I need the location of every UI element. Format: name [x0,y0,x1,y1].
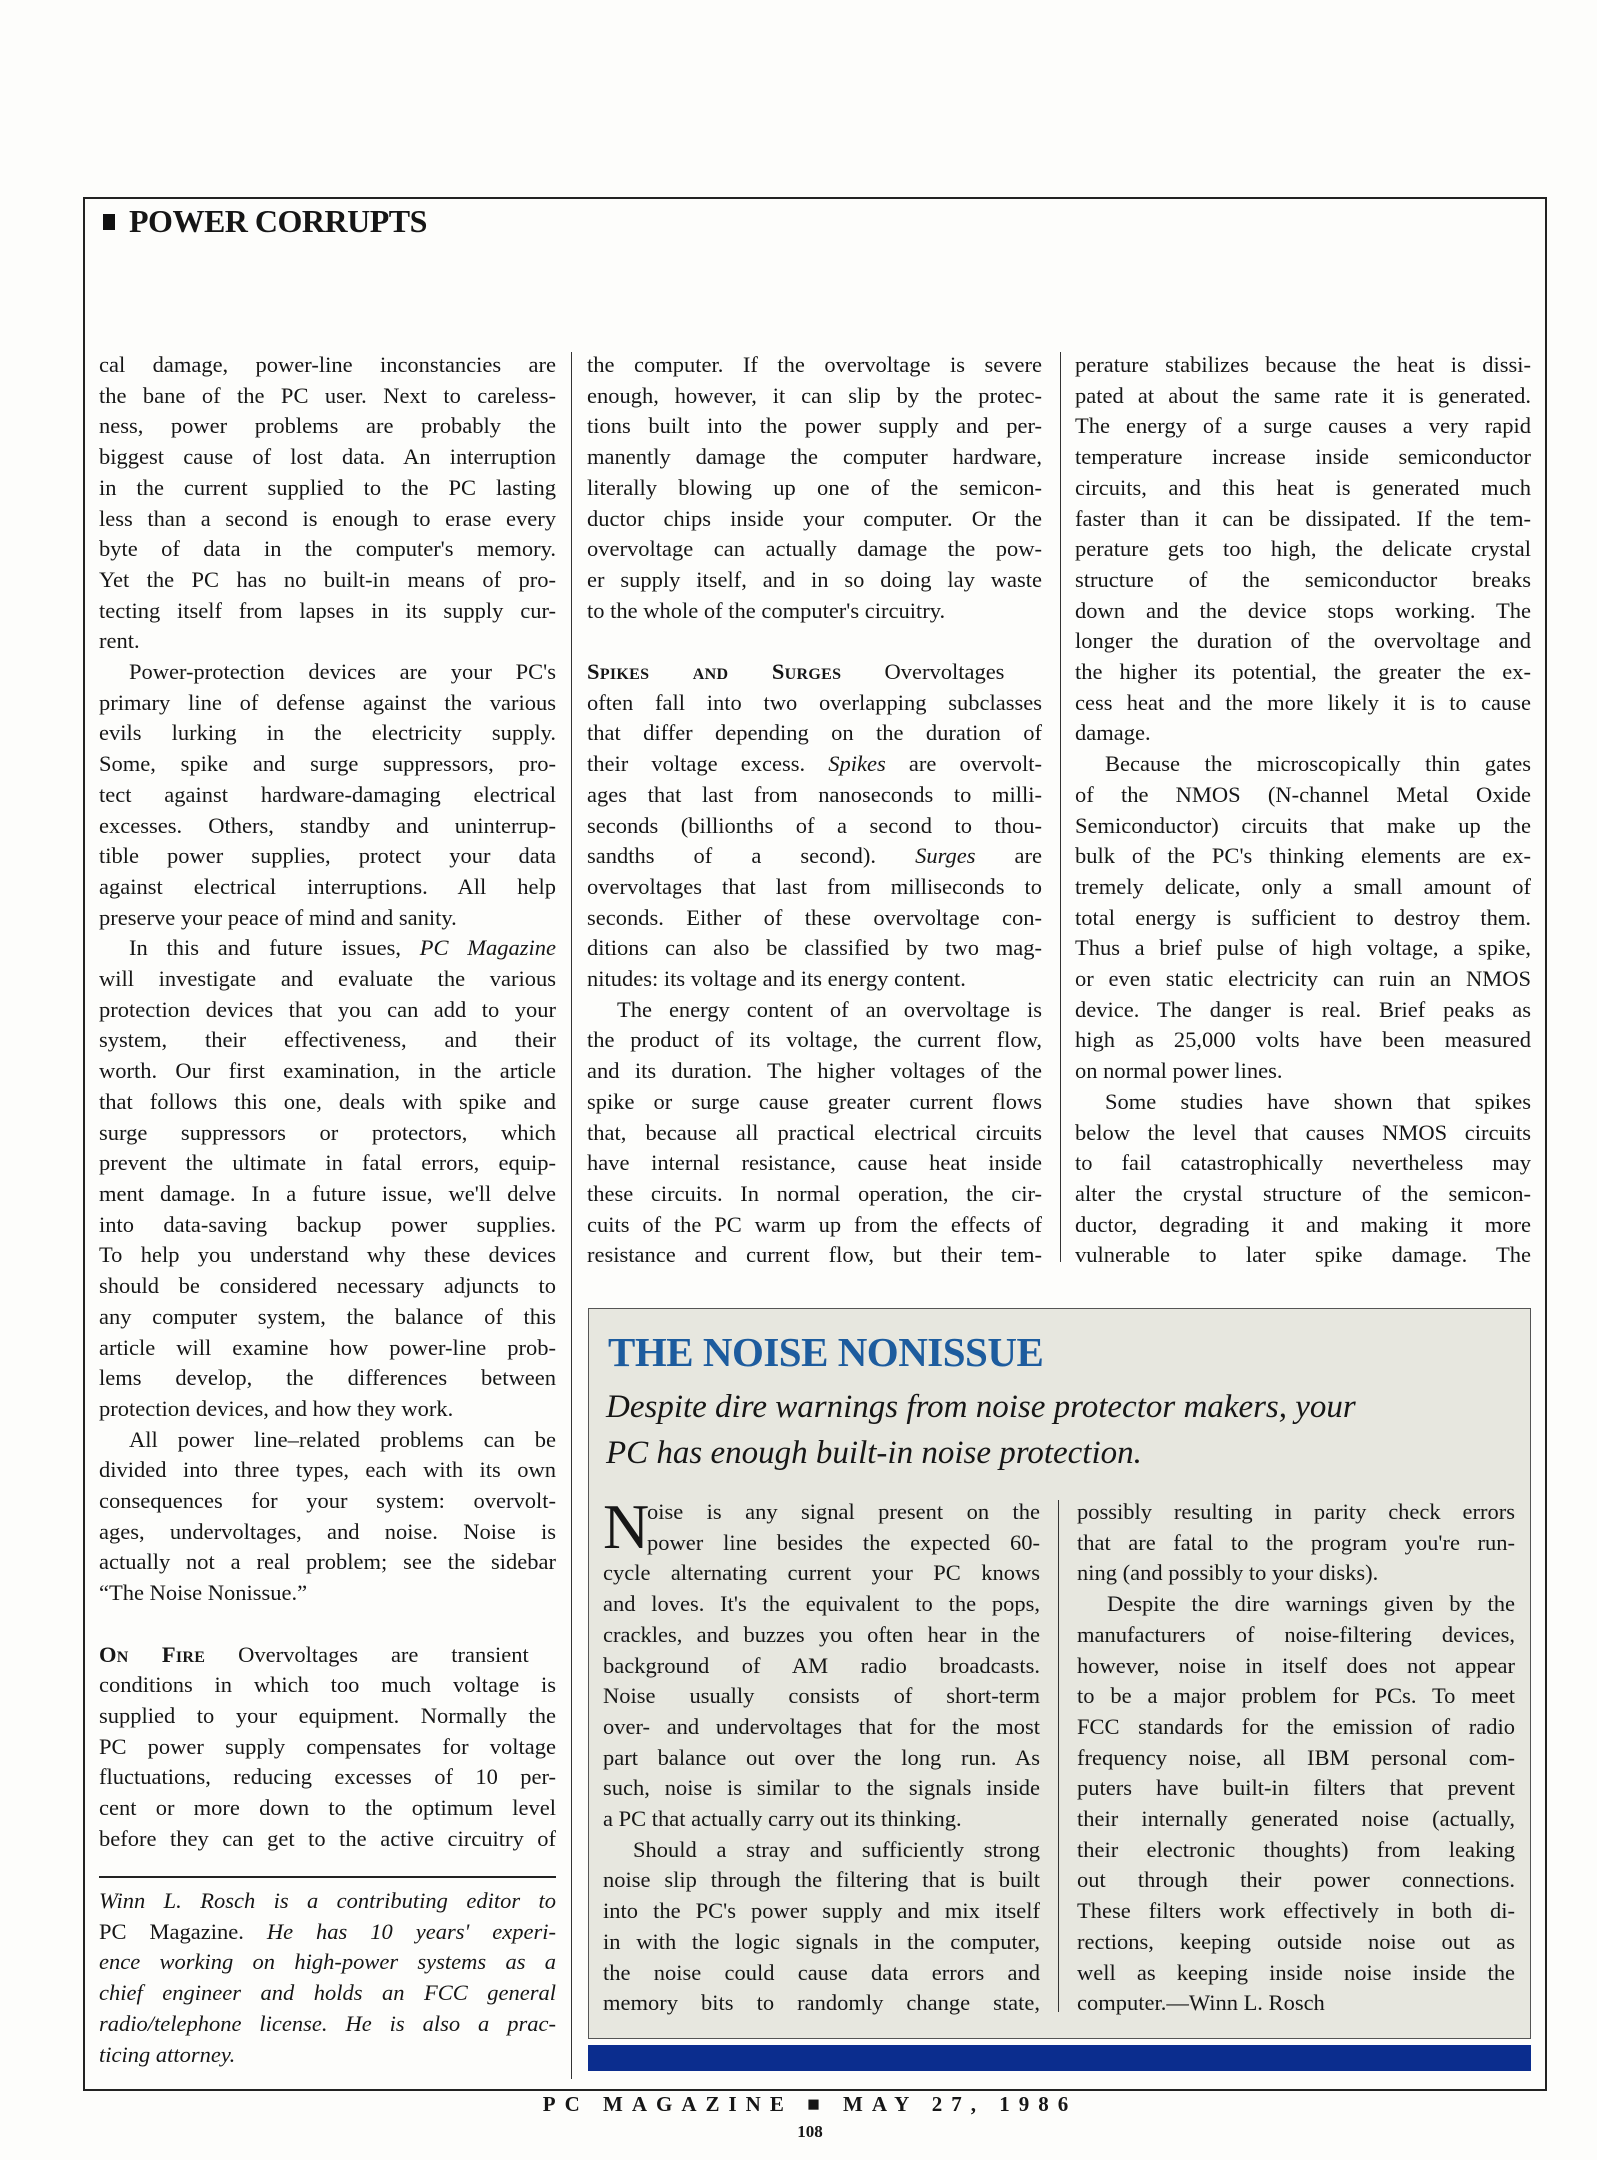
text-line: tect against hardware-damaging electrical [99,781,556,807]
text-line: the bane of the PC user. Next to careless- [99,382,556,408]
text-line: prevent the ultimate in fatal errors, equip- [99,1150,556,1176]
text-line: ages, undervoltages, and noise. Noise is [99,1518,556,1544]
text-line: ticing attorney. [99,2041,236,2067]
text-line: before they can get to the active circuitry of [99,1825,556,1851]
text-line: crackles, and buzzes you often hear in the [603,1621,1040,1647]
text-line: supplied to your equipment. Normally the [99,1702,556,1728]
text-line [587,657,1042,688]
text-line: tecting itself from lapses in its supply cur- [99,597,556,623]
text-line: ment damage. In a future issue, we'll delve [99,1180,556,1206]
text-line: biggest cause of lost data. An interruption [99,444,556,470]
text-line: preserve your peace of mind and sanity. [99,904,457,930]
text-line: less than a second is enough to erase every [99,505,556,531]
text-line: background of AM radio broadcasts. [603,1652,1040,1678]
text-line: tremely delicate, only a small amount of [1075,873,1531,899]
italic-text: Spikes [828,751,886,777]
roman-text: PC Magazine. [99,1918,244,1944]
text-line: chief engineer and holds an FCC general [99,1980,556,2006]
bullet-square-icon [103,214,115,230]
text-line: have internal resistance, cause heat inside [587,1150,1042,1176]
sidebar-subtitle [606,1384,1526,1476]
text-line: pated at about the same rate it is generated. [1075,382,1531,408]
text-line: that, because all practical electrical circuits [587,1119,1042,1145]
text-line: system, their effectiveness, and their [99,1027,556,1053]
run-in-subhead: On Fire [99,1641,206,1667]
text-run: In this and future issues, [129,935,420,961]
sidebar-column-1 [603,1491,1040,2019]
text-line: or even static electricity can ruin an NMOS [1075,966,1531,992]
text-line: cal damage, power-line inconstancies are [99,352,556,377]
text-line: part balance out over the long run. As [603,1744,1040,1770]
text-line: down and the device stops working. The [1075,597,1531,623]
text-line: enough, however, it can slip by the protec- [587,382,1042,408]
text-line: These filters work effectively in both di- [1077,1898,1515,1924]
text-line: circuits, and this heat is generated much [1075,474,1531,500]
text-line: Winn L. Rosch is a contributing editor to [99,1888,556,1913]
section-heading [103,203,427,240]
text-line: surge suppressors or protectors, which [99,1119,556,1145]
text-line: in the current supplied to the PC lasting [99,474,556,500]
text-line: protection devices, and how they work. [99,1395,454,1421]
text-line: damage. [1075,720,1151,746]
text-line: any computer system, the balance of this [99,1303,556,1329]
text-line: article will examine how power-line prob- [99,1334,556,1360]
text-line: The energy of a surge causes a very rapid [1075,413,1531,439]
text-run: Overvoltages [841,659,1005,685]
text-line: PC power supply compensates for voltage [99,1733,556,1759]
italic-text: Surges [915,843,976,869]
text-line: however, noise in itself does not appear [1077,1652,1515,1678]
text-run: He has 10 years' experi- [243,1918,557,1944]
text-line: Some, spike and surge suppressors, pro- [99,751,556,777]
text-line: primary line of defense against the various [99,689,556,715]
text-line: into data-saving backup power supplies. [99,1211,556,1237]
text-line: nitudes: its voltage and its energy content. [587,966,966,992]
text-line: spike or surge cause greater current flows [587,1088,1042,1114]
text-line: Semiconductor) circuits that make up the [1075,812,1531,838]
text-line [587,841,1042,872]
text-line: against electrical interruptions. All help [99,873,556,899]
text-line: total energy is sufficient to destroy them. [1075,904,1531,930]
text-line: faster than it can be dissipated. If the tem- [1075,505,1531,531]
text-line: temperature increase inside semiconductor [1075,444,1531,470]
text-line [587,626,1042,657]
text-line: ductor chips inside your computer. Or the [587,505,1042,531]
text-line: overvoltages that last from milliseconds to [587,873,1042,899]
text-line: of the NMOS (N-channel Metal Oxide [1075,781,1531,807]
text-line: in with the logic signals in the computer, [603,1928,1040,1954]
text-line: and its duration. The higher voltages of the [587,1058,1042,1084]
text-line [587,749,1042,780]
text-line: ages that last from nanoseconds to milli- [587,781,1042,807]
text-line: cuits of the PC warm up from the effects of [587,1211,1042,1237]
text-line: The energy content of an overvoltage is [617,996,1042,1022]
text-line: bulk of the PC's thinking elements are ex- [1075,843,1531,869]
author-bio [99,1886,556,2070]
text-line: literally blowing up one of the semicon- [587,474,1042,500]
text-line: on normal power lines. [1075,1058,1283,1084]
text-line: “The Noise Nonissue.” [99,1580,308,1606]
sidebar-subtitle-line: PC has enough built-in noise protection. [606,1435,1142,1471]
text-line: rections, keeping outside noise out as [1077,1928,1515,1954]
text-line: well as keeping inside noise inside the [1077,1959,1515,1985]
text-line: lems develop, the differences between [99,1365,556,1391]
text-line: computer.—Winn L. Rosch [1077,1990,1325,2016]
text-line: frequency noise, all IBM personal com- [1077,1744,1515,1770]
text-line: to be a major problem for PCs. To meet [1077,1683,1515,1709]
text-line: actually not a real problem; see the sidebar [99,1549,556,1575]
text-line: noise slip through the filtering that is built [603,1867,1040,1893]
text-line: FCC standards for the emission of radio [1077,1713,1515,1739]
text-line: worth. Our first examination, in the article [99,1058,556,1084]
text-run: are [975,843,1043,869]
text-line: cent or more down to the optimum level [99,1795,556,1821]
sidebar-column-divider [1058,1500,1059,2012]
sidebar-title: THE NOISE NONISSUE [608,1329,1044,1375]
text-line: Yet the PC has no built-in means of pro- [99,566,556,592]
text-line: that follows this one, deals with spike and [99,1088,556,1114]
text-line: often fall into two overlapping subclasses [587,689,1042,715]
decorative-blue-bar [588,2045,1531,2071]
text-line: Power-protection devices are your PC's [129,659,556,685]
text-line: memory bits to randomly change state, [603,1990,1040,2016]
text-line: Noise usually consists of short-term [603,1683,1040,1709]
text-line: ditions can also be classified by two mag- [587,935,1042,961]
text-line: will investigate and evaluate the various [99,966,556,992]
article-column-3 [1075,350,1531,1271]
text-line: into the PC's power supply and mix itself [603,1898,1040,1924]
text-line: perature gets too high, the delicate crystal [1075,536,1531,562]
text-line: should be considered necessary adjuncts to [99,1273,556,1299]
text-line: the product of its voltage, the current flow, [587,1027,1042,1053]
text-line [99,1917,556,1948]
text-line: the noise could cause data errors and [603,1959,1040,1985]
text-line: ness, power problems are probably the [99,413,556,439]
drop-cap: N [603,1491,650,1562]
text-line: radio/telephone license. He is also a prac- [99,2010,556,2036]
text-line: To help you understand why these devices [99,1242,556,1268]
text-line: perature stabilizes because the heat is dissi- [1075,352,1531,377]
text-line: byte of data in the computer's memory. [99,536,556,562]
text-line: conditions in which too much voltage is [99,1672,556,1698]
text-line: seconds. Either of these overvoltage con- [587,904,1042,930]
text-line: the higher its potential, the greater the ex- [1075,659,1531,685]
text-line: out through their power connections. [1077,1867,1515,1893]
run-in-subhead: Spikes and Surges [587,659,842,685]
text-line: high as 25,000 volts have been measured [1075,1027,1531,1053]
text-line: protection devices that you can add to your [99,996,556,1022]
text-line: puters have built-in filters that prevent [1077,1775,1515,1801]
text-line: excesses. Others, standby and uninterrup- [99,812,556,838]
text-line: manently damage the computer hardware, [587,444,1042,470]
text-run: their voltage excess. [587,751,829,777]
text-line: Because the microscopically thin gates [1105,751,1531,777]
text-line: ence working on high-power systems as a [99,1949,556,1975]
text-line: Despite the dire warnings given by the [1107,1591,1515,1617]
text-line: the computer. If the overvoltage is severe [587,352,1042,377]
text-line: to fail catastrophically nevertheless may [1075,1150,1531,1176]
italic-text: PC Magazine [419,935,556,961]
article-column-1 [99,350,556,1854]
text-line: All power line–related problems can be [129,1426,556,1452]
text-line [99,1640,556,1671]
sidebar-subtitle-line: Despite dire warnings from noise protector makers, your [606,1389,1356,1425]
text-line: seconds (billionths of a second to thou- [587,812,1042,838]
text-line: structure of the semiconductor breaks [1075,566,1531,592]
text-line: rent. [99,628,140,654]
text-line: divided into three types, each with its own [99,1457,556,1483]
text-line: below the level that causes NMOS circuits [1075,1119,1531,1145]
text-run: Overvoltages are transient [205,1641,529,1667]
text-line: Some studies have shown that spikes [1105,1088,1531,1114]
text-run: sandths of a second). [587,843,916,869]
text-line: manufacturers of noise-filtering devices, [1077,1621,1515,1647]
text-line: possibly resulting in parity check errors [1077,1499,1515,1524]
bio-rule [99,1876,556,1878]
text-line: tions built into the power supply and per- [587,413,1042,439]
text-line: vulnerable to later spike damage. The [1075,1242,1531,1268]
text-line: these circuits. In normal operation, the cir- [587,1180,1042,1206]
column-divider [571,352,572,2079]
text-line: er supply itself, and in so doing lay waste [587,566,1042,592]
text-line [99,1609,556,1640]
text-line: Should a stray and sufficiently strong [633,1836,1040,1862]
section-title: POWER CORRUPTS [129,203,427,239]
text-run: are overvolt- [885,751,1042,777]
article-column-2 [587,350,1042,1271]
text-line: ductor, degrading it and making it more [1075,1211,1531,1237]
text-line: and loves. It's the equivalent to the pops, [603,1591,1040,1617]
text-line: fluctuations, reducing excesses of 10 per- [99,1764,556,1790]
page-number: 108 [797,2122,823,2141]
text-line [99,933,556,964]
sidebar-column-2 [1077,1497,1515,2019]
text-line: cess heat and the more likely it is to cause [1075,689,1531,715]
text-line: a PC that actually carry out its thinking. [603,1806,962,1832]
text-line: resistance and current flow, but their tem- [587,1242,1042,1268]
text-line: evils lurking in the electricity supply. [99,720,556,746]
text-line: their electronic thoughts) from leaking [1077,1836,1515,1862]
text-line: power line besides the expected 60- [647,1529,1040,1555]
text-line: device. The danger is real. Brief peaks as [1075,996,1531,1022]
text-line: ning (and possibly to your disks). [1077,1560,1379,1586]
text-line: to the whole of the computer's circuitry. [587,597,946,623]
text-line: Thus a brief pulse of high voltage, a spike, [1075,935,1531,961]
text-line: overvoltage can actually damage the pow- [587,536,1042,562]
text-line: longer the duration of the overvoltage and [1075,628,1531,654]
text-run: oise is any signal present on the [647,1499,1040,1524]
text-line: that are fatal to the program you're run- [1077,1529,1515,1555]
footer-publication: PC MAGAZINE ■ MAY 27, 1986 [542,2092,1078,2116]
column-divider [1060,352,1061,1262]
text-line: over- and undervoltages that for the most [603,1713,1040,1739]
text-line: their internally generated noise (actually, [1077,1806,1515,1832]
text-line: consequences for your system: overvolt- [99,1488,556,1514]
text-line: that differ depending on the duration of [587,720,1042,746]
text-line: alter the crystal structure of the semicon- [1075,1180,1531,1206]
text-line: such, noise is similar to the signals inside [603,1775,1040,1801]
text-line: cycle alternating current your PC knows [603,1560,1040,1586]
text-line: tible power supplies, protect your data [99,843,556,869]
